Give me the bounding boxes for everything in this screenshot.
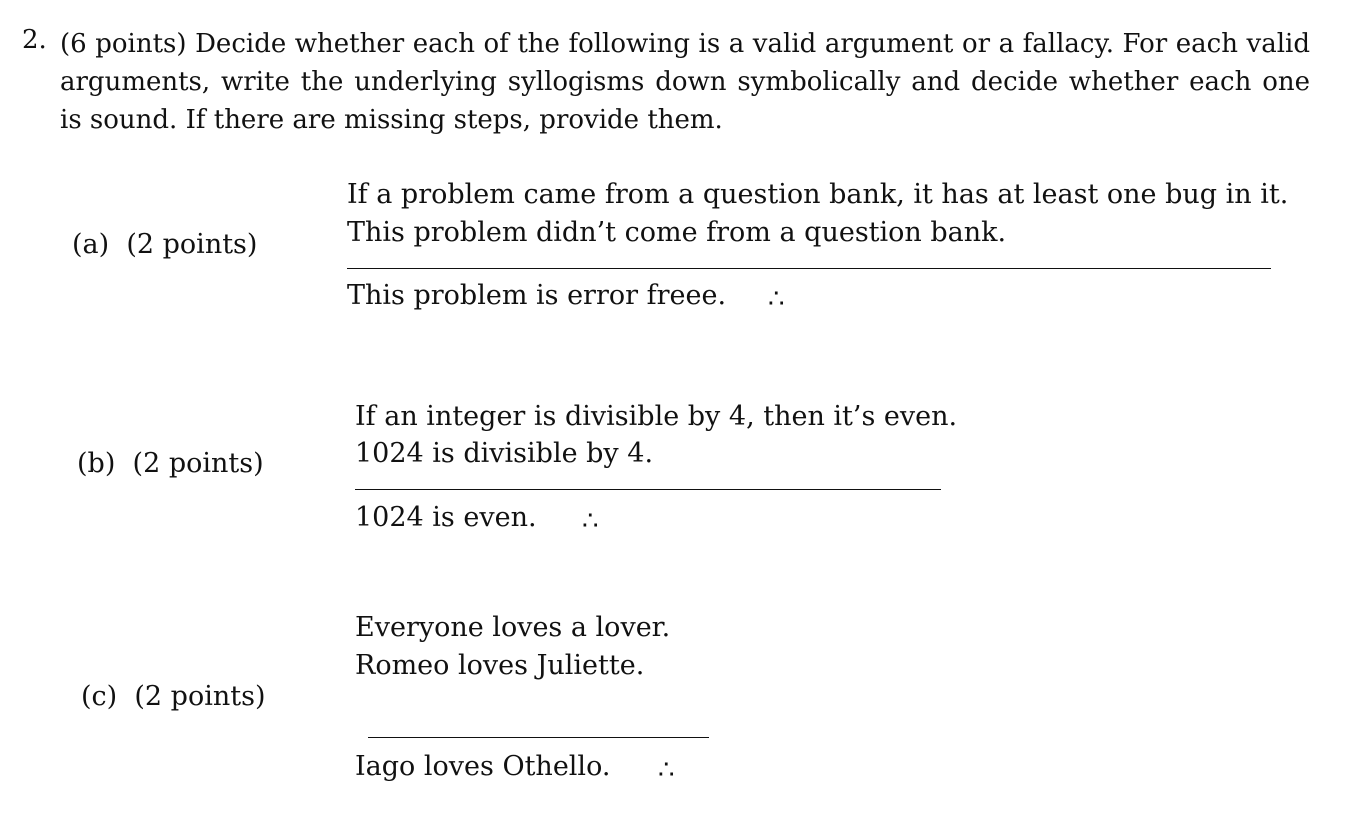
part-a-premise-2: This problem didn’t come from a question bank. xyxy=(347,217,1007,248)
part-b-premise-2: 1024 is divisible by 4. xyxy=(355,438,654,469)
part-c-points: (2 points) xyxy=(134,681,266,712)
part-b-rule xyxy=(355,489,941,490)
question-text: (6 points) Decide whether each of the following is a valid argument or a fallacy. For each valid arguments, write the underlying syllogisms down symbolically and decide whether each one is sound. If there are missing steps, provide them. xyxy=(60,29,1310,135)
part-b-conclusion: 1024 is even. xyxy=(355,502,537,533)
part-c-letter: (c) xyxy=(81,681,118,712)
part-a-premise-1: If a problem came from a question bank, it has at least one bug in it. xyxy=(347,179,1289,210)
part-a-label xyxy=(72,229,257,260)
part-c-premise-2: Romeo loves Juliette. xyxy=(355,650,645,681)
part-a-therefore-symbol: ∴ xyxy=(768,284,785,314)
part-b-points: (2 points) xyxy=(132,448,264,479)
part-c-label xyxy=(81,681,265,712)
part-b-label xyxy=(77,448,264,479)
part-b-letter: (b) xyxy=(77,448,116,479)
part-b-premise-1: If an integer is divisible by 4, then it’s even. xyxy=(355,401,958,432)
part-a-letter: (a) xyxy=(72,229,110,260)
part-a-points: (2 points) xyxy=(126,229,258,260)
part-b-therefore-symbol: ∴ xyxy=(582,506,599,536)
part-c-conclusion: Iago loves Othello. xyxy=(355,751,611,782)
part-c-therefore-symbol: ∴ xyxy=(658,755,675,785)
part-a-conclusion: This problem is error freee. xyxy=(347,280,727,311)
question-number: 2. xyxy=(22,25,47,55)
part-c-premise-1: Everyone loves a lover. xyxy=(355,612,671,643)
part-c-rule xyxy=(368,737,709,738)
part-a-rule xyxy=(347,268,1271,269)
